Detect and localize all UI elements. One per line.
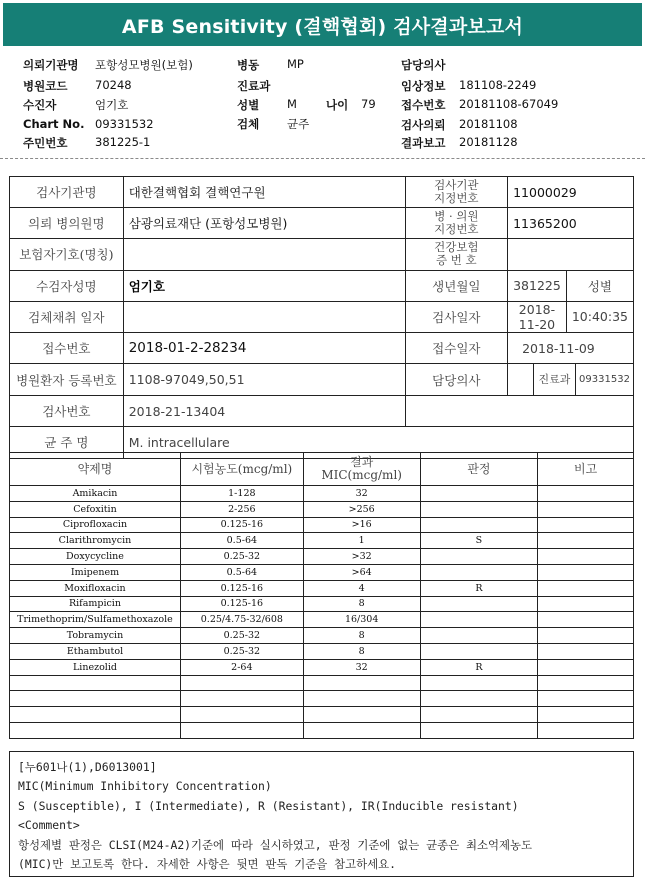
cell-drug: Ciprofloxacin bbox=[10, 517, 181, 533]
header-value: 균주 bbox=[287, 117, 310, 131]
cell-note bbox=[538, 549, 634, 565]
cell-mic: 8 bbox=[303, 643, 420, 659]
info-label: 수검자성명 bbox=[10, 270, 124, 301]
info-label: 진료과 bbox=[533, 364, 575, 395]
header-value: 20181108-67049 bbox=[459, 97, 559, 111]
cell-drug: Doxycycline bbox=[10, 549, 181, 565]
cell-mic: >16 bbox=[303, 517, 420, 533]
info-label bbox=[405, 177, 508, 208]
info-value: 대한결핵협회 결핵연구원 bbox=[123, 177, 405, 208]
info-value: 삼광의료재단 (포항성모병원) bbox=[123, 208, 405, 239]
header-label: 임상정보 bbox=[401, 79, 446, 93]
cell-judge bbox=[420, 707, 538, 723]
cell-judge bbox=[420, 628, 538, 644]
info-label: 검사번호 bbox=[10, 396, 124, 427]
header-value: 70248 bbox=[95, 78, 132, 92]
table-row bbox=[10, 691, 634, 707]
table-row bbox=[10, 239, 634, 270]
cell-judge bbox=[420, 612, 538, 628]
info-label bbox=[405, 239, 508, 270]
info-label-line: 증 번 호 bbox=[436, 253, 477, 268]
cell-judge: R bbox=[420, 659, 538, 675]
info-label-line: 병 · 의원 bbox=[434, 209, 479, 224]
info-label: 의뢰 병의원명 bbox=[10, 208, 124, 239]
info-value: 2018-11-09 bbox=[508, 332, 634, 363]
table-row bbox=[10, 675, 634, 691]
cell-drug bbox=[10, 722, 181, 738]
col-header-mic-line: 결과 bbox=[350, 455, 374, 469]
cell-note bbox=[538, 691, 634, 707]
header-value: 09331532 bbox=[95, 117, 154, 131]
table-header-row bbox=[10, 453, 634, 486]
cell-drug: Moxifloxacin bbox=[10, 580, 181, 596]
info-label bbox=[405, 208, 508, 239]
info-label-line: 건강보험 bbox=[434, 240, 479, 255]
cell-range: 0.5-64 bbox=[180, 533, 303, 549]
cell-drug: Linezolid bbox=[10, 659, 181, 675]
table-row bbox=[10, 549, 634, 565]
cell-mic bbox=[303, 675, 420, 691]
cell-mic: 4 bbox=[303, 580, 420, 596]
header-label: 수진자 bbox=[23, 98, 57, 112]
info-label-line: 검사기관 bbox=[434, 178, 479, 193]
col-header-range: 시험농도(mcg/ml) bbox=[180, 453, 303, 486]
info-label: 검사기관명 bbox=[10, 177, 124, 208]
info-label: 생년월일 bbox=[405, 270, 508, 301]
cell-note bbox=[538, 580, 634, 596]
cell-drug: Amikacin bbox=[10, 486, 181, 502]
table-row bbox=[10, 301, 634, 332]
header-label: 병원코드 bbox=[23, 79, 68, 93]
cell-note bbox=[538, 675, 634, 691]
cell-mic: 1 bbox=[303, 533, 420, 549]
table-row bbox=[10, 332, 634, 363]
info-label: 검사일자 bbox=[405, 301, 508, 332]
cell-note bbox=[538, 643, 634, 659]
info-value: 엄기호 bbox=[123, 270, 405, 301]
report-title: AFB Sensitivity (결핵협회) 검사결과보고서 bbox=[121, 16, 524, 38]
cell-drug bbox=[10, 707, 181, 723]
comment-line: 항성제별 판정은 CLSI(M24-A2)기준에 따라 실시하였고, 판정 기준에 없는 균종은 최소억제농도 bbox=[18, 837, 532, 852]
drug-sensitivity-table bbox=[9, 452, 634, 739]
cell-note bbox=[538, 707, 634, 723]
col-header-judge: 판정 bbox=[420, 453, 538, 486]
header-label: 의뢰기관명 bbox=[23, 58, 79, 72]
cell-mic: 8 bbox=[303, 596, 420, 612]
info-label: 보험자기호(명칭) bbox=[10, 239, 124, 270]
info-value: 381225 bbox=[508, 270, 567, 301]
cell-range bbox=[180, 675, 303, 691]
info-label: 접수번호 bbox=[10, 332, 124, 363]
header-label: 검체 bbox=[237, 117, 260, 131]
col-header-drug: 약제명 bbox=[10, 453, 181, 486]
header-value: M bbox=[287, 97, 297, 111]
cell-judge bbox=[420, 643, 538, 659]
header-value: 포항성모병원(보험) bbox=[95, 58, 193, 72]
header-label: 주민번호 bbox=[23, 136, 68, 150]
cell-mic bbox=[303, 722, 420, 738]
info-label-line: 지정번호 bbox=[434, 222, 479, 237]
cell-range: 0.25-32 bbox=[180, 628, 303, 644]
col-header-note: 비고 bbox=[538, 453, 634, 486]
header-label: 검사의뢰 bbox=[401, 118, 446, 132]
cell-judge: S bbox=[420, 533, 538, 549]
cell-mic: 8 bbox=[303, 628, 420, 644]
cell-drug: Imipenem bbox=[10, 564, 181, 580]
dashed-separator bbox=[0, 158, 645, 159]
info-label: 균 주 명 bbox=[10, 427, 124, 458]
header-label: 담당의사 bbox=[401, 58, 446, 72]
cell-note bbox=[538, 517, 634, 533]
table-row bbox=[10, 486, 634, 502]
cell-note bbox=[538, 659, 634, 675]
cell-range bbox=[180, 691, 303, 707]
comment-line: <Comment> bbox=[18, 818, 80, 833]
table-row bbox=[10, 628, 634, 644]
cell-drug: Ethambutol bbox=[10, 643, 181, 659]
cell-mic: >256 bbox=[303, 501, 420, 517]
header-value: 381225-1 bbox=[95, 135, 151, 149]
header-label: 성별 bbox=[237, 98, 260, 112]
cell-note bbox=[538, 722, 634, 738]
comment-box bbox=[9, 751, 634, 877]
table-row bbox=[10, 533, 634, 549]
info-value: 2018-01-2-28234 bbox=[123, 332, 405, 363]
info-value: 2018-11-20 bbox=[508, 301, 567, 332]
institution-info-table bbox=[9, 176, 634, 459]
table-row bbox=[10, 177, 634, 208]
info-value: 2018-21-13404 bbox=[123, 396, 405, 427]
info-value: 11000029 bbox=[508, 177, 634, 208]
info-label: 접수일자 bbox=[405, 332, 508, 363]
cell-drug: Clarithromycin bbox=[10, 533, 181, 549]
info-label: 성별 bbox=[566, 270, 633, 301]
col-header-mic bbox=[303, 453, 420, 486]
info-value: 11365200 bbox=[508, 208, 634, 239]
cell-judge bbox=[420, 549, 538, 565]
info-value bbox=[508, 364, 634, 396]
cell-note bbox=[538, 486, 634, 502]
cell-range bbox=[180, 722, 303, 738]
cell-drug: Tobramycin bbox=[10, 628, 181, 644]
cell-mic bbox=[303, 707, 420, 723]
table-row bbox=[10, 364, 634, 396]
info-label: 담당의사 bbox=[405, 364, 508, 396]
cell-range: 0.25-32 bbox=[180, 643, 303, 659]
col-header-mic-line: MIC(mcg/ml) bbox=[321, 468, 402, 482]
info-label: 검체채취 일자 bbox=[10, 301, 124, 332]
cell-range: 0.25-32 bbox=[180, 549, 303, 565]
cell-judge bbox=[420, 675, 538, 691]
cell-judge bbox=[420, 517, 538, 533]
table-row bbox=[10, 501, 634, 517]
cell-note bbox=[538, 501, 634, 517]
info-label: 병원환자 등록번호 bbox=[10, 364, 124, 396]
table-row bbox=[10, 612, 634, 628]
header-label: 접수번호 bbox=[401, 98, 446, 112]
comment-line: MIC(Minimum Inhibitory Concentration) bbox=[18, 779, 272, 794]
table-row bbox=[10, 596, 634, 612]
cell-judge bbox=[420, 722, 538, 738]
header-value: 20181128 bbox=[459, 135, 518, 149]
table-row bbox=[10, 396, 634, 427]
info-value: 09331532 bbox=[575, 364, 633, 395]
table-row bbox=[10, 564, 634, 580]
cell-drug bbox=[10, 691, 181, 707]
cell-note bbox=[538, 612, 634, 628]
cell-range: 0.125-16 bbox=[180, 596, 303, 612]
cell-range bbox=[180, 707, 303, 723]
cell-range: 2-256 bbox=[180, 501, 303, 517]
cell-judge bbox=[420, 501, 538, 517]
cell-range: 0.125-16 bbox=[180, 580, 303, 596]
cell-judge bbox=[420, 486, 538, 502]
cell-drug: Cefoxitin bbox=[10, 501, 181, 517]
info-value: 10:40:35 bbox=[566, 301, 633, 332]
table-row bbox=[10, 659, 634, 675]
cell-judge bbox=[420, 564, 538, 580]
info-label-line: 지정번호 bbox=[434, 191, 479, 206]
cell-judge bbox=[420, 691, 538, 707]
cell-range: 0.25/4.75-32/608 bbox=[180, 612, 303, 628]
cell-drug bbox=[10, 675, 181, 691]
cell-mic: >32 bbox=[303, 549, 420, 565]
header-label: 진료과 bbox=[237, 79, 271, 93]
cell-range: 0.125-16 bbox=[180, 517, 303, 533]
title-bar bbox=[3, 3, 642, 46]
info-empty bbox=[405, 396, 633, 427]
header-value: 79 bbox=[361, 97, 376, 111]
cell-mic: 32 bbox=[303, 659, 420, 675]
header-value: MP bbox=[287, 57, 304, 71]
cell-mic: 32 bbox=[303, 486, 420, 502]
info-value bbox=[123, 301, 405, 332]
cell-drug: Trimethoprim/Sulfamethoxazole bbox=[10, 612, 181, 628]
cell-mic: 16/304 bbox=[303, 612, 420, 628]
cell-drug: Rifampicin bbox=[10, 596, 181, 612]
cell-note bbox=[538, 533, 634, 549]
info-value: M. intracellulare bbox=[123, 427, 633, 458]
header-value: 엄기호 bbox=[95, 98, 129, 112]
cell-mic bbox=[303, 691, 420, 707]
table-row bbox=[10, 580, 634, 596]
header-value: 181108-2249 bbox=[459, 78, 537, 92]
table-row bbox=[10, 208, 634, 239]
cell-note bbox=[538, 596, 634, 612]
cell-mic: >64 bbox=[303, 564, 420, 580]
table-row bbox=[10, 643, 634, 659]
info-value bbox=[123, 239, 405, 270]
table-row bbox=[10, 722, 634, 738]
cell-range: 2-64 bbox=[180, 659, 303, 675]
cell-judge: R bbox=[420, 580, 538, 596]
header-label: 나이 bbox=[326, 98, 349, 112]
cell-note bbox=[538, 628, 634, 644]
header-value: 20181108 bbox=[459, 117, 518, 131]
info-value: 1108-97049,50,51 bbox=[123, 364, 405, 396]
comment-line: (MIC)만 보고토록 한다. 자세한 사항은 뒷면 판독 기준을 참고하세요. bbox=[18, 857, 396, 872]
info-value bbox=[508, 239, 634, 270]
comment-line: S (Susceptible), I (Intermediate), R (Resistant), IR(Inducible resistant) bbox=[18, 798, 519, 813]
header-label: Chart No. bbox=[23, 117, 85, 131]
cell-range: 1-128 bbox=[180, 486, 303, 502]
cell-note bbox=[538, 564, 634, 580]
cell-range: 0.5-64 bbox=[180, 564, 303, 580]
header-label: 결과보고 bbox=[401, 136, 446, 150]
table-row bbox=[10, 517, 634, 533]
table-row bbox=[10, 707, 634, 723]
comment-line: [누601나(1),D6013001] bbox=[18, 760, 157, 774]
cell-judge bbox=[420, 596, 538, 612]
table-row bbox=[10, 270, 634, 301]
header-label: 병동 bbox=[237, 58, 260, 72]
